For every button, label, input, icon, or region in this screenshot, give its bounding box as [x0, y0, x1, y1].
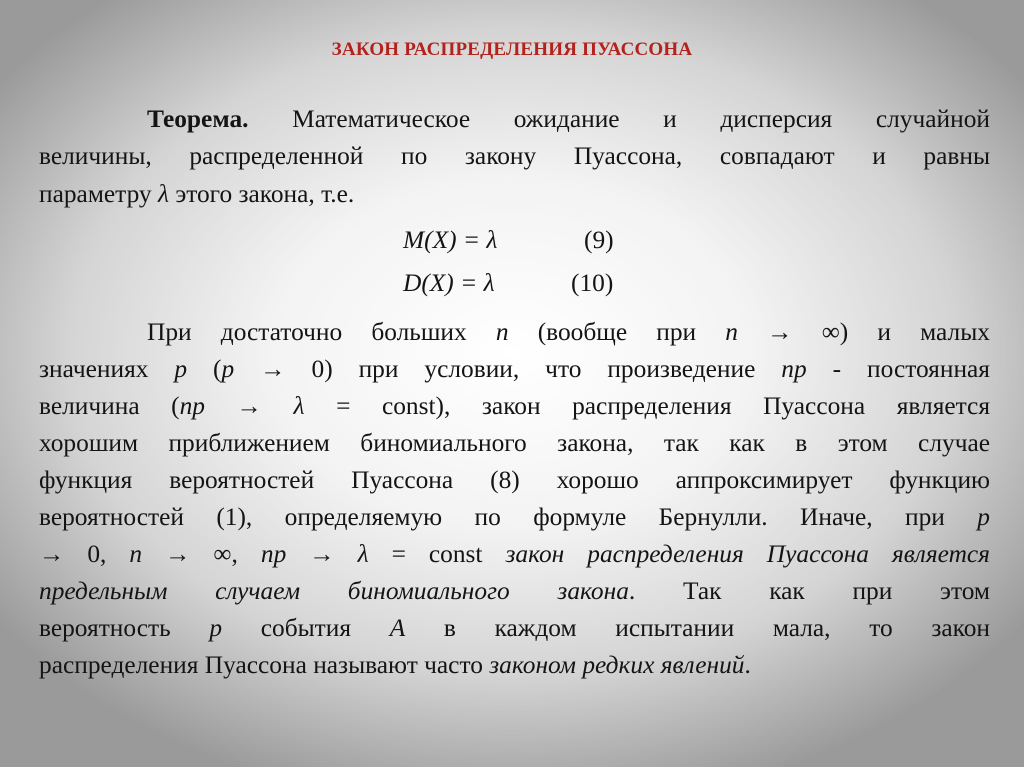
paragraph-line-2: значениях p (p → 0) при условии, что произведение np - постоянная	[39, 355, 990, 383]
paragraph-line-3: величина (np → λ = const), закон распределения Пуассона является	[39, 392, 991, 420]
theorem-line-3: параметру λ этого закона, т.е.	[39, 180, 355, 208]
paragraph-line-5: функция вероятностей Пуассона (8) хорошо аппроксимирует функцию	[39, 466, 990, 494]
paragraph-line-7: → 0, n → ∞, np → λ = const закон распределения Пуассона является	[39, 540, 990, 568]
theorem-line-2: величины, распределенной по закону Пуассона, совпадают и равны	[39, 142, 990, 170]
paragraph-line-9: вероятность p события A в каждом испытании мала, то закон	[39, 614, 990, 642]
formula-variance: D(X) = λ	[403, 269, 495, 297]
theorem-label: Теорема.	[147, 105, 249, 133]
paragraph-line-4: хорошим приближением биномиального закона, так как в этом случае	[39, 429, 990, 457]
paragraph-line-1: При достаточно больших n (вообще при n → ∞) и малых	[147, 318, 990, 346]
formula-number-10: (10)	[571, 269, 614, 297]
paragraph-line-10: распределения Пуассона называют часто законом редких явлений.	[39, 651, 751, 679]
paragraph-line-6: вероятностей (1), определяемую по формуле Бернулли. Иначе, при p	[39, 503, 990, 531]
paragraph-line-8: предельным случаем биномиального закона. Так как при этом	[39, 577, 990, 605]
theorem-line-1: Теорема. Математическое ожидание и дисперсия случайной	[147, 105, 990, 133]
formula-expectation: M(X) = λ	[403, 226, 498, 254]
page-title: ЗАКОН РАСПРЕДЕЛЕНИЯ ПУАССОНА	[331, 39, 693, 60]
formula-number-9: (9)	[584, 226, 614, 254]
